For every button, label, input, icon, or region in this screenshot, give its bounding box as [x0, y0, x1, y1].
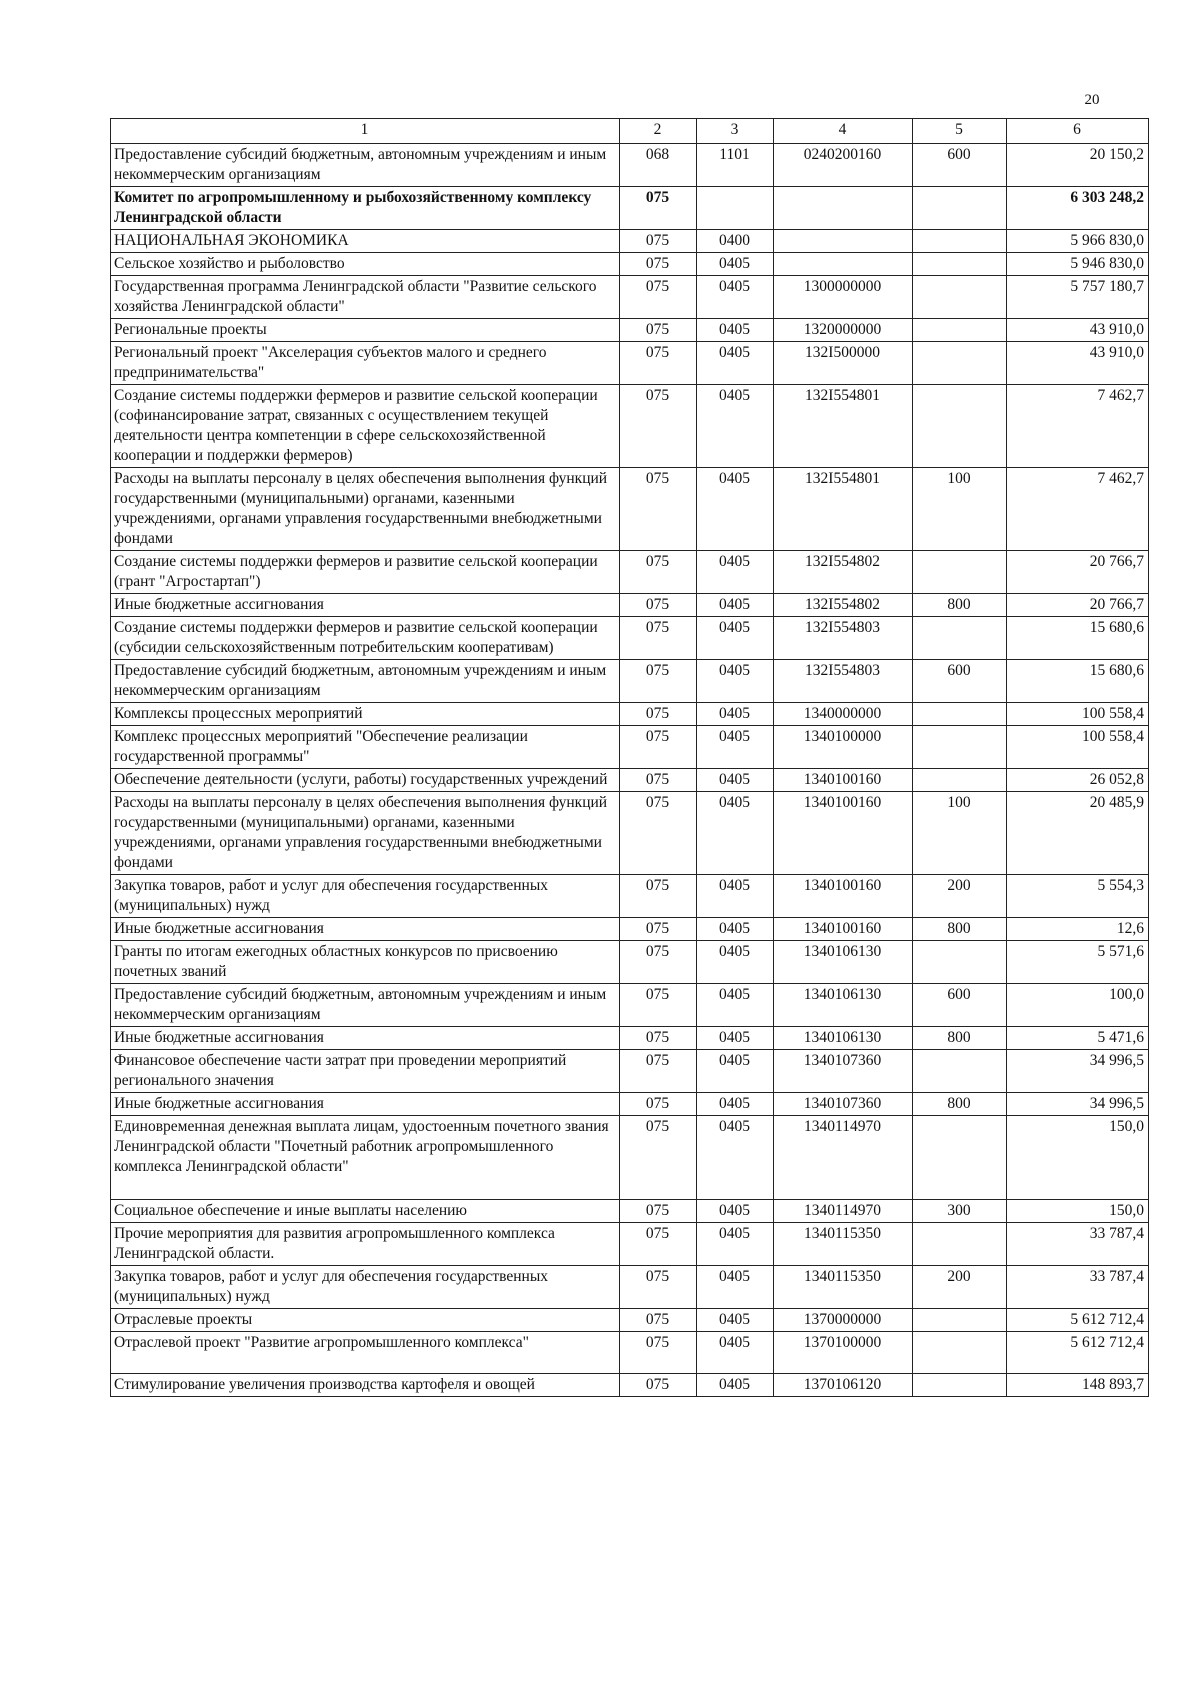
column-header: 6 [1007, 119, 1149, 144]
row-target-article-cell: 1340114970 [774, 1200, 913, 1223]
table-body [111, 144, 1149, 1397]
row-target-article-cell: 1340115350 [774, 1266, 913, 1309]
row-section-cell: 0405 [697, 319, 774, 342]
row-name-cell: Иные бюджетные ассигнования [111, 1093, 620, 1116]
row-expense-type-cell [913, 941, 1007, 984]
row-code-cell: 075 [620, 551, 697, 594]
table-row [111, 726, 1149, 769]
row-section-cell: 0405 [697, 1050, 774, 1093]
budget-table [110, 118, 1149, 1397]
table-row [111, 1200, 1149, 1223]
row-target-article-cell: 1340100160 [774, 918, 913, 941]
row-code-cell: 075 [620, 792, 697, 875]
row-expense-type-cell: 800 [913, 594, 1007, 617]
column-header: 3 [697, 119, 774, 144]
row-amount-cell: 5 554,3 [1007, 875, 1149, 918]
row-amount-cell: 20 150,2 [1007, 144, 1149, 187]
row-target-article-cell: 1340115350 [774, 1223, 913, 1266]
row-target-article-cell [774, 187, 913, 230]
row-expense-type-cell [913, 1223, 1007, 1266]
table-row [111, 468, 1149, 551]
row-expense-type-cell [913, 1332, 1007, 1374]
row-code-cell: 075 [620, 1374, 697, 1397]
row-name-cell: Государственная программа Ленинградской области "Развитие сельского хозяйства Ленинградской области" [111, 276, 620, 319]
table-row [111, 1374, 1149, 1397]
row-amount-cell: 43 910,0 [1007, 342, 1149, 385]
row-amount-cell: 20 766,7 [1007, 551, 1149, 594]
row-section-cell: 0405 [697, 1027, 774, 1050]
row-section-cell: 0405 [697, 1332, 774, 1374]
row-expense-type-cell [913, 551, 1007, 594]
row-section-cell: 0405 [697, 253, 774, 276]
row-name-cell: Комплексы процессных мероприятий [111, 703, 620, 726]
row-section-cell: 0400 [697, 230, 774, 253]
row-code-cell: 075 [620, 1223, 697, 1266]
table-row [111, 319, 1149, 342]
row-target-article-cell: 1370100000 [774, 1332, 913, 1374]
table-row [111, 769, 1149, 792]
row-name-cell: НАЦИОНАЛЬНАЯ ЭКОНОМИКА [111, 230, 620, 253]
row-name-cell: Региональный проект "Акселерация субъектов малого и среднего предпринимательства" [111, 342, 620, 385]
row-name-cell: Единовременная денежная выплата лицам, удостоенным почетного звания Ленинградской области "Почетный работник агропромышленного комплекса Ленинградской области" [111, 1116, 620, 1200]
row-section-cell: 1101 [697, 144, 774, 187]
row-expense-type-cell: 600 [913, 660, 1007, 703]
row-amount-cell: 20 766,7 [1007, 594, 1149, 617]
row-section-cell: 0405 [697, 617, 774, 660]
row-code-cell: 075 [620, 1200, 697, 1223]
row-section-cell: 0405 [697, 918, 774, 941]
table-row [111, 792, 1149, 875]
row-code-cell: 075 [620, 1050, 697, 1093]
table-row [111, 1223, 1149, 1266]
table-row [111, 551, 1149, 594]
row-name-cell: Прочие мероприятия для развития агропромышленного комплекса Ленинградской области. [111, 1223, 620, 1266]
table-row [111, 703, 1149, 726]
row-code-cell: 075 [620, 726, 697, 769]
row-expense-type-cell [913, 703, 1007, 726]
row-section-cell: 0405 [697, 1116, 774, 1200]
row-amount-cell: 12,6 [1007, 918, 1149, 941]
row-amount-cell: 34 996,5 [1007, 1050, 1149, 1093]
table-header-row [111, 119, 1149, 144]
table-row [111, 1309, 1149, 1332]
row-target-article-cell: 132I554803 [774, 617, 913, 660]
row-code-cell: 075 [620, 253, 697, 276]
row-name-cell: Предоставление субсидий бюджетным, автономным учреждениям и иным некоммерческим организациям [111, 660, 620, 703]
column-header: 5 [913, 119, 1007, 144]
row-amount-cell: 15 680,6 [1007, 617, 1149, 660]
row-target-article-cell: 1340100160 [774, 875, 913, 918]
table-row [111, 276, 1149, 319]
row-name-cell: Отраслевые проекты [111, 1309, 620, 1332]
row-expense-type-cell [913, 1309, 1007, 1332]
row-expense-type-cell: 200 [913, 875, 1007, 918]
row-expense-type-cell: 600 [913, 984, 1007, 1027]
row-section-cell: 0405 [697, 1309, 774, 1332]
row-code-cell: 075 [620, 769, 697, 792]
row-target-article-cell: 1340100160 [774, 792, 913, 875]
row-target-article-cell: 1340100000 [774, 726, 913, 769]
row-code-cell: 075 [620, 1266, 697, 1309]
row-target-article-cell: 1340114970 [774, 1116, 913, 1200]
column-header: 4 [774, 119, 913, 144]
row-code-cell: 075 [620, 617, 697, 660]
row-amount-cell: 5 612 712,4 [1007, 1332, 1149, 1374]
row-target-article-cell: 1300000000 [774, 276, 913, 319]
row-amount-cell: 5 757 180,7 [1007, 276, 1149, 319]
row-name-cell: Обеспечение деятельности (услуги, работы) государственных учреждений [111, 769, 620, 792]
row-code-cell: 075 [620, 342, 697, 385]
row-expense-type-cell [913, 187, 1007, 230]
row-code-cell: 075 [620, 941, 697, 984]
row-amount-cell: 15 680,6 [1007, 660, 1149, 703]
row-amount-cell: 6 303 248,2 [1007, 187, 1149, 230]
row-target-article-cell: 132I554801 [774, 385, 913, 468]
row-amount-cell: 33 787,4 [1007, 1266, 1149, 1309]
row-amount-cell: 7 462,7 [1007, 468, 1149, 551]
row-amount-cell: 20 485,9 [1007, 792, 1149, 875]
row-expense-type-cell: 100 [913, 792, 1007, 875]
row-name-cell: Расходы на выплаты персоналу в целях обеспечения выполнения функций государственными (муниципальными) органами, казенными учреждениями, органами управления государственными внебюджетными фондами [111, 792, 620, 875]
row-target-article-cell: 1340107360 [774, 1093, 913, 1116]
row-code-cell: 075 [620, 1116, 697, 1200]
row-section-cell: 0405 [697, 342, 774, 385]
row-amount-cell: 43 910,0 [1007, 319, 1149, 342]
row-expense-type-cell: 300 [913, 1200, 1007, 1223]
row-target-article-cell: 1370000000 [774, 1309, 913, 1332]
row-section-cell: 0405 [697, 660, 774, 703]
row-target-article-cell: 1340107360 [774, 1050, 913, 1093]
row-name-cell: Иные бюджетные ассигнования [111, 594, 620, 617]
row-amount-cell: 148 893,7 [1007, 1374, 1149, 1397]
table-row [111, 253, 1149, 276]
table-row [111, 1027, 1149, 1050]
row-target-article-cell: 1370106120 [774, 1374, 913, 1397]
row-section-cell: 0405 [697, 875, 774, 918]
table-row [111, 875, 1149, 918]
row-name-cell: Расходы на выплаты персоналу в целях обеспечения выполнения функций государственными (муниципальными) органами, казенными учреждениями, органами управления государственными внебюджетными фондами [111, 468, 620, 551]
table-row [111, 342, 1149, 385]
table-row [111, 984, 1149, 1027]
row-target-article-cell [774, 230, 913, 253]
row-expense-type-cell [913, 342, 1007, 385]
row-expense-type-cell [913, 1116, 1007, 1200]
row-expense-type-cell [913, 230, 1007, 253]
row-section-cell: 0405 [697, 1374, 774, 1397]
row-amount-cell: 5 571,6 [1007, 941, 1149, 984]
row-target-article-cell [774, 253, 913, 276]
row-target-article-cell: 1340106130 [774, 984, 913, 1027]
table-row [111, 1050, 1149, 1093]
row-section-cell [697, 187, 774, 230]
row-section-cell: 0405 [697, 551, 774, 594]
row-name-cell: Создание системы поддержки фермеров и развитие сельской кооперации (субсидии сельскохозяйственным потребительским кооперативам) [111, 617, 620, 660]
row-section-cell: 0405 [697, 1093, 774, 1116]
row-expense-type-cell: 200 [913, 1266, 1007, 1309]
table-row [111, 617, 1149, 660]
row-code-cell: 075 [620, 230, 697, 253]
table-row [111, 230, 1149, 253]
row-code-cell: 075 [620, 1027, 697, 1050]
row-target-article-cell: 1340106130 [774, 1027, 913, 1050]
row-amount-cell: 5 946 830,0 [1007, 253, 1149, 276]
row-name-cell: Иные бюджетные ассигнования [111, 918, 620, 941]
table-row [111, 918, 1149, 941]
row-section-cell: 0405 [697, 276, 774, 319]
table-row [111, 660, 1149, 703]
row-target-article-cell: 132I554802 [774, 594, 913, 617]
row-name-cell: Социальное обеспечение и иные выплаты населению [111, 1200, 620, 1223]
column-header: 2 [620, 119, 697, 144]
row-code-cell: 075 [620, 660, 697, 703]
row-expense-type-cell [913, 726, 1007, 769]
row-name-cell: Комплекс процессных мероприятий "Обеспечение реализации государственной программы" [111, 726, 620, 769]
row-expense-type-cell [913, 253, 1007, 276]
row-code-cell: 075 [620, 468, 697, 551]
row-expense-type-cell: 600 [913, 144, 1007, 187]
row-expense-type-cell [913, 769, 1007, 792]
row-name-cell: Комитет по агропромышленному и рыбохозяйственному комплексу Ленинградской области [111, 187, 620, 230]
row-name-cell: Предоставление субсидий бюджетным, автономным учреждениям и иным некоммерческим организациям [111, 984, 620, 1027]
row-expense-type-cell: 800 [913, 1093, 1007, 1116]
row-amount-cell: 34 996,5 [1007, 1093, 1149, 1116]
row-code-cell: 075 [620, 875, 697, 918]
row-target-article-cell: 132I500000 [774, 342, 913, 385]
row-name-cell: Региональные проекты [111, 319, 620, 342]
table-row [111, 1266, 1149, 1309]
row-expense-type-cell [913, 385, 1007, 468]
row-section-cell: 0405 [697, 1266, 774, 1309]
row-expense-type-cell [913, 319, 1007, 342]
row-code-cell: 075 [620, 1332, 697, 1374]
table-row [111, 594, 1149, 617]
row-section-cell: 0405 [697, 594, 774, 617]
row-amount-cell: 5 966 830,0 [1007, 230, 1149, 253]
row-code-cell: 075 [620, 319, 697, 342]
row-target-article-cell: 1320000000 [774, 319, 913, 342]
row-name-cell: Отраслевой проект "Развитие агропромышленного комплекса" [111, 1332, 620, 1374]
row-code-cell: 075 [620, 1093, 697, 1116]
row-expense-type-cell [913, 1050, 1007, 1093]
row-amount-cell: 150,0 [1007, 1200, 1149, 1223]
row-expense-type-cell: 800 [913, 918, 1007, 941]
row-section-cell: 0405 [697, 1223, 774, 1266]
row-code-cell: 075 [620, 1309, 697, 1332]
page-number: 20 [1084, 92, 1100, 108]
row-amount-cell: 26 052,8 [1007, 769, 1149, 792]
row-section-cell: 0405 [697, 769, 774, 792]
row-code-cell: 075 [620, 276, 697, 319]
row-section-cell: 0405 [697, 984, 774, 1027]
row-name-cell: Сельское хозяйство и рыболовство [111, 253, 620, 276]
row-section-cell: 0405 [697, 703, 774, 726]
row-target-article-cell: 1340106130 [774, 941, 913, 984]
row-section-cell: 0405 [697, 792, 774, 875]
row-target-article-cell: 132I554801 [774, 468, 913, 551]
row-code-cell: 075 [620, 918, 697, 941]
row-target-article-cell: 1340000000 [774, 703, 913, 726]
row-amount-cell: 100 558,4 [1007, 726, 1149, 769]
row-code-cell: 075 [620, 187, 697, 230]
row-section-cell: 0405 [697, 726, 774, 769]
row-name-cell: Закупка товаров, работ и услуг для обеспечения государственных (муниципальных) нужд [111, 875, 620, 918]
row-code-cell: 075 [620, 385, 697, 468]
row-amount-cell: 7 462,7 [1007, 385, 1149, 468]
row-amount-cell: 33 787,4 [1007, 1223, 1149, 1266]
row-target-article-cell: 132I554802 [774, 551, 913, 594]
row-name-cell: Создание системы поддержки фермеров и развитие сельской кооперации (грант "Агростартап") [111, 551, 620, 594]
column-header: 1 [111, 119, 620, 144]
row-section-cell: 0405 [697, 385, 774, 468]
row-amount-cell: 100 558,4 [1007, 703, 1149, 726]
row-expense-type-cell: 800 [913, 1027, 1007, 1050]
row-amount-cell: 5 612 712,4 [1007, 1309, 1149, 1332]
row-expense-type-cell [913, 276, 1007, 319]
row-target-article-cell: 0240200160 [774, 144, 913, 187]
table-row [111, 1116, 1149, 1200]
row-expense-type-cell [913, 1374, 1007, 1397]
row-amount-cell: 100,0 [1007, 984, 1149, 1027]
row-amount-cell: 150,0 [1007, 1116, 1149, 1200]
row-amount-cell: 5 471,6 [1007, 1027, 1149, 1050]
table-row [111, 1093, 1149, 1116]
row-name-cell: Финансовое обеспечение части затрат при проведении мероприятий регионального значения [111, 1050, 620, 1093]
row-name-cell: Закупка товаров, работ и услуг для обеспечения государственных (муниципальных) нужд [111, 1266, 620, 1309]
row-name-cell: Гранты по итогам ежегодных областных конкурсов по присвоению почетных званий [111, 941, 620, 984]
row-target-article-cell: 132I554803 [774, 660, 913, 703]
table-row [111, 187, 1149, 230]
table-row [111, 385, 1149, 468]
row-name-cell: Стимулирование увеличения производства картофеля и овощей [111, 1374, 620, 1397]
table-row [111, 941, 1149, 984]
row-code-cell: 068 [620, 144, 697, 187]
row-expense-type-cell: 100 [913, 468, 1007, 551]
row-expense-type-cell [913, 617, 1007, 660]
row-code-cell: 075 [620, 984, 697, 1027]
row-section-cell: 0405 [697, 941, 774, 984]
row-name-cell: Иные бюджетные ассигнования [111, 1027, 620, 1050]
row-name-cell: Предоставление субсидий бюджетным, автономным учреждениям и иным некоммерческим организациям [111, 144, 620, 187]
row-code-cell: 075 [620, 703, 697, 726]
row-section-cell: 0405 [697, 1200, 774, 1223]
row-name-cell: Создание системы поддержки фермеров и развитие сельской кооперации (софинансирование затрат, связанных с осуществлением текущей деятельности центра компетенции в сфере сельскохозяйственной кооперации и поддержки фермеров) [111, 385, 620, 468]
row-code-cell: 075 [620, 594, 697, 617]
table-row [111, 1332, 1149, 1374]
row-section-cell: 0405 [697, 468, 774, 551]
table-row [111, 144, 1149, 187]
row-target-article-cell: 1340100160 [774, 769, 913, 792]
